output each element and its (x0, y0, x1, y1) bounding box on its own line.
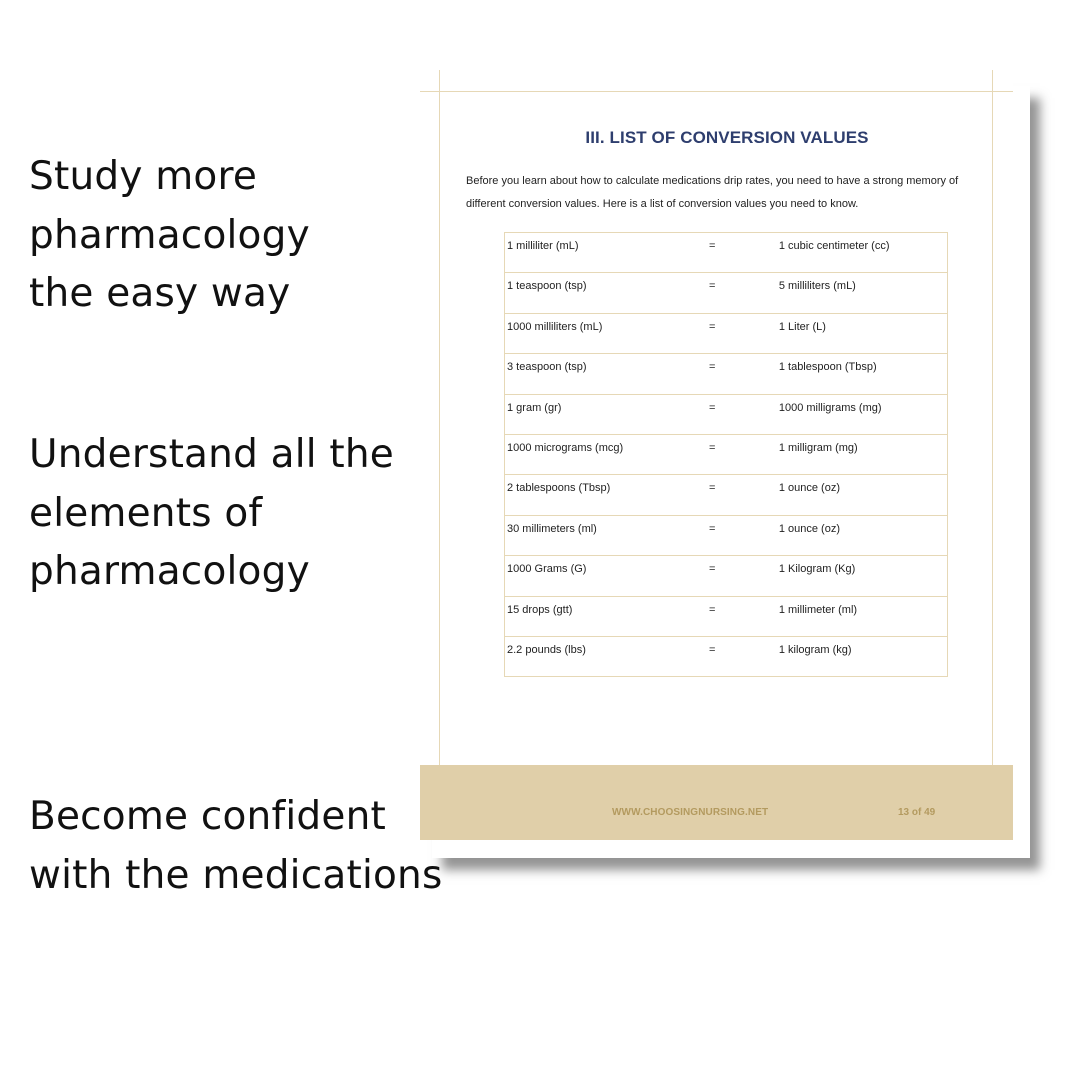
cell-to: 5 milliliters (mL) (777, 273, 948, 313)
cell-to: 1 cubic centimeter (cc) (777, 233, 948, 273)
tagline-line: with the medications (29, 852, 443, 898)
conversion-table (504, 232, 948, 677)
cell-from: 2 tablespoons (Tbsp) (505, 475, 707, 515)
cell-equals: = (706, 434, 777, 474)
document-title: III. LIST OF CONVERSION VALUES (585, 128, 869, 147)
cell-equals: = (706, 394, 777, 434)
cell-from: 1 milliliter (mL) (505, 233, 707, 273)
cell-to: 1 milligram (mg) (777, 434, 948, 474)
cell-equals: = (706, 515, 777, 555)
tagline-line: Become confident (29, 794, 386, 839)
cell-to: 1 Kilogram (Kg) (777, 556, 948, 596)
cell-from: 1000 Grams (G) (505, 556, 707, 596)
cell-equals: = (706, 313, 777, 353)
table-row (505, 596, 948, 636)
table-row (505, 636, 948, 676)
cell-from: 1000 micrograms (mcg) (505, 434, 707, 474)
table-row (505, 556, 948, 596)
cell-from: 1000 milliliters (mL) (505, 313, 707, 353)
cell-from: 1 teaspoon (tsp) (505, 273, 707, 313)
cell-from: 3 teaspoon (tsp) (505, 354, 707, 394)
table-row (505, 313, 948, 353)
tagline-become-confident (29, 788, 442, 905)
table-row (505, 273, 948, 313)
cell-from: 30 millimeters (ml) (505, 515, 707, 555)
table-row (505, 354, 948, 394)
tagline-line: pharmacology (29, 212, 310, 258)
tagline-line: Study more (29, 154, 258, 199)
tagline-understand (29, 426, 394, 602)
tagline-line: the easy way (29, 271, 291, 316)
cell-to: 1 ounce (oz) (777, 515, 948, 555)
page-number: 13 of 49 (898, 807, 936, 818)
cell-equals: = (706, 273, 777, 313)
frame-line-top (420, 91, 1013, 92)
tagline-study-more (29, 148, 310, 324)
tagline-line: elements of (29, 490, 263, 536)
cell-to: 1 tablespoon (Tbsp) (777, 354, 948, 394)
table-row (505, 394, 948, 434)
cell-equals: = (706, 556, 777, 596)
cell-equals: = (706, 636, 777, 676)
tagline-line: pharmacology (29, 549, 310, 594)
footer-website: WWW.CHOOSINGNURSING.NET (612, 807, 769, 818)
cell-from: 2.2 pounds (lbs) (505, 636, 707, 676)
tagline-line: Understand all the (29, 432, 394, 477)
cell-to: 1 millimeter (ml) (777, 596, 948, 636)
cell-equals: = (706, 475, 777, 515)
page-footer (420, 765, 1013, 840)
cell-to: 1 Liter (L) (777, 313, 948, 353)
cell-equals: = (706, 354, 777, 394)
cell-equals: = (706, 233, 777, 273)
table-row (505, 233, 948, 273)
cell-equals: = (706, 596, 777, 636)
cell-to: 1000 milligrams (mg) (777, 394, 948, 434)
cell-from: 15 drops (gtt) (505, 596, 707, 636)
frame-line-left (439, 70, 440, 765)
cell-to: 1 ounce (oz) (777, 475, 948, 515)
table-row (505, 475, 948, 515)
table-row (505, 515, 948, 555)
cell-from: 1 gram (gr) (505, 394, 707, 434)
cell-to: 1 kilogram (kg) (777, 636, 948, 676)
document-intro: Before you learn about how to calculate medications drip rates, you need to have a strong memory of different conversion values. Here is a list of conversion values you need to know. (466, 175, 959, 210)
document-page (420, 70, 1013, 840)
table-row (505, 434, 948, 474)
